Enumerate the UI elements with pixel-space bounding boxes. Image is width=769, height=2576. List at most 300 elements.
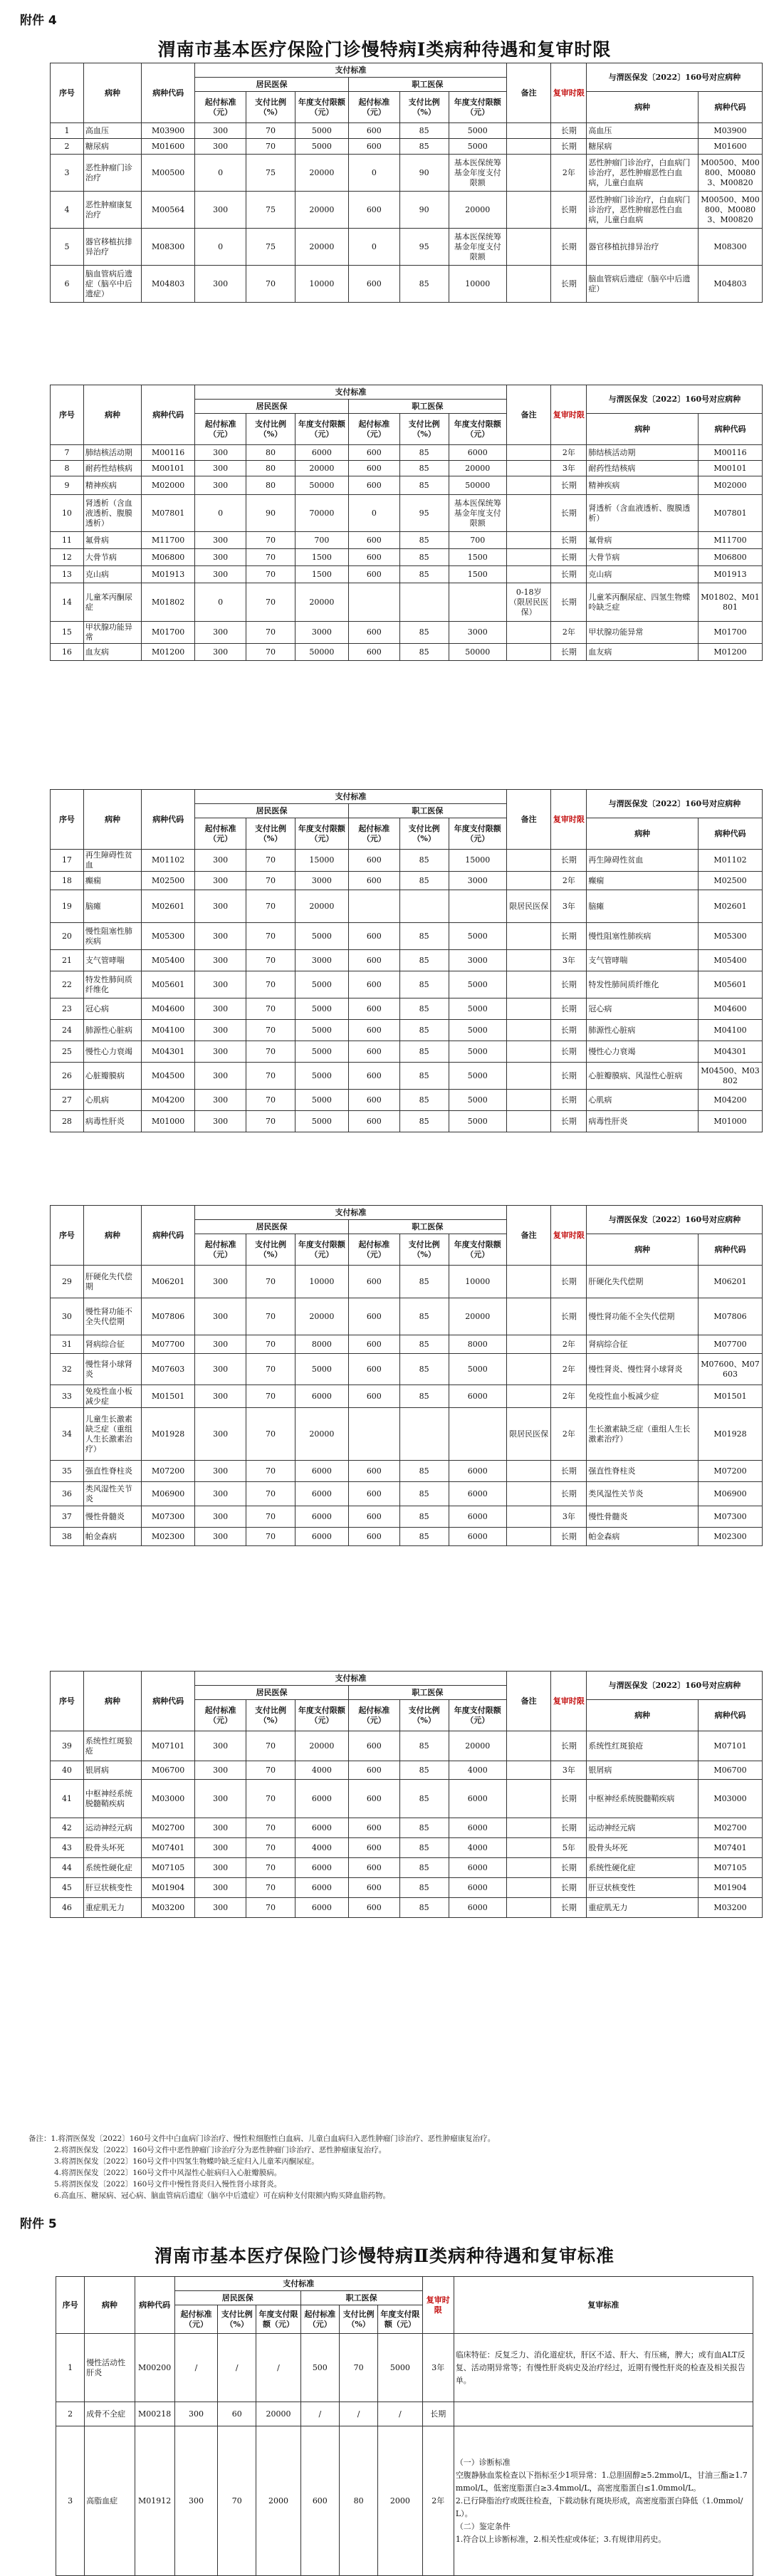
review-period: 2年	[551, 872, 587, 890]
disease-code: M04500	[142, 1063, 195, 1090]
employee-rate: 85	[399, 1020, 449, 1041]
disease-code: M00116	[142, 445, 195, 461]
employee-cap: 20000	[449, 1298, 506, 1335]
employee-start: 600	[348, 622, 399, 644]
disease-code: M01913	[142, 566, 195, 583]
table-row	[51, 850, 763, 872]
disease-name: 器官移植抗排异治疗	[83, 229, 141, 266]
resident-start: 300	[174, 2402, 217, 2426]
row-seq: 20	[51, 923, 84, 950]
row-seq: 39	[51, 1731, 84, 1761]
disease-code: M01700	[142, 622, 195, 644]
policy-code: M07700	[698, 1335, 763, 1354]
employee-start: 600	[348, 1482, 399, 1506]
row-seq: 22	[51, 971, 84, 998]
resident-start: 300	[195, 1461, 246, 1482]
resident-rate: 70	[246, 1461, 295, 1482]
employee-start: 600	[348, 1731, 399, 1761]
policy-code: M00500、M00800、M00803、M00820	[698, 155, 763, 192]
resident-cap: 50000	[295, 644, 348, 661]
row-note	[506, 1063, 551, 1090]
resident-rate: 70	[246, 850, 295, 872]
table-row	[51, 1385, 763, 1408]
policy-name: 克山病	[587, 566, 698, 583]
employee-rate: 85	[399, 566, 449, 583]
attachment-label-5: 附件 5	[20, 2217, 57, 2231]
employee-cap: 5000	[449, 971, 506, 998]
resident-cap: 4000	[295, 1838, 348, 1858]
policy-name: 氟骨病	[587, 532, 698, 549]
header-rate: 支付比例（%）	[399, 1700, 449, 1731]
employee-cap: 10000	[449, 1266, 506, 1298]
row-seq: 3	[56, 2426, 85, 2576]
review-period: 长期	[551, 1482, 587, 1506]
row-seq: 46	[51, 1898, 84, 1918]
table-row	[51, 549, 763, 566]
review-period: 长期	[551, 644, 587, 661]
policy-code: M01904	[698, 1878, 763, 1898]
header-rate: 支付比例（%）	[399, 414, 449, 445]
table-row	[51, 872, 763, 890]
policy-name: 慢性阻塞性肺疾病	[587, 923, 698, 950]
employee-cap: 6000	[449, 1528, 506, 1546]
policy-name: 系统性硬化症	[587, 1858, 698, 1878]
policy-name: 系统性红斑狼疮	[587, 1731, 698, 1761]
note-line: 3.将渭医保发〔2022〕160号文件中四氢生物蝶呤缺乏症归入儿童苯丙酮尿症。	[54, 2157, 319, 2166]
header-employee: 职工医保	[348, 804, 506, 818]
resident-start: 0	[195, 229, 246, 266]
disease-code: M11700	[142, 532, 195, 549]
review-period: 2年	[551, 1385, 587, 1408]
employee-start: 600	[348, 1878, 399, 1898]
table-row	[51, 971, 763, 998]
policy-name: 肝硬化失代偿期	[587, 1266, 698, 1298]
row-seq: 17	[51, 850, 84, 872]
review-period: 长期	[551, 850, 587, 872]
row-seq: 43	[51, 1838, 84, 1858]
header-seq: 序号	[56, 2277, 85, 2334]
employee-start: 600	[300, 2426, 339, 2576]
disease-name: 儿童生长激素缺乏症（重组人生长激素治疗）	[83, 1408, 141, 1461]
disease-name: 再生障碍性贫血	[83, 850, 141, 872]
review-period: 3年	[551, 950, 587, 971]
employee-rate: 85	[399, 1898, 449, 1918]
resident-cap: 20000	[295, 890, 348, 923]
header-rate: 支付比例（%）	[339, 2305, 377, 2334]
disease-name: 肾病综合征	[83, 1335, 141, 1354]
employee-rate: 85	[399, 476, 449, 495]
resident-start: 0	[195, 583, 246, 622]
employee-cap: 50000	[449, 476, 506, 495]
policy-name: 血友病	[587, 644, 698, 661]
disease-name: 脑血管病后遗症（脑卒中后遗症）	[83, 266, 141, 303]
disease-code: M02700	[142, 1818, 195, 1838]
policy-name: 肾透析（含血液透析、腹膜透析）	[587, 495, 698, 532]
row-seq: 8	[51, 461, 84, 476]
resident-rate: 70	[246, 532, 295, 549]
policy-name: 病毒性肝炎	[587, 1111, 698, 1132]
employee-cap: 5000	[449, 139, 506, 155]
employee-start: 600	[348, 1020, 399, 1041]
resident-rate: 70	[218, 2426, 256, 2576]
resident-rate: 70	[246, 1780, 295, 1818]
policy-code: M06800	[698, 549, 763, 566]
resident-cap: 20000	[295, 1298, 348, 1335]
row-seq: 13	[51, 566, 84, 583]
policy-name: 冠心病	[587, 998, 698, 1020]
header-rate: 支付比例（%）	[246, 1234, 295, 1266]
employee-rate: 85	[399, 532, 449, 549]
resident-start: 300	[195, 532, 246, 549]
resident-start: 300	[195, 1878, 246, 1898]
employee-rate: 85	[399, 139, 449, 155]
employee-rate: 85	[399, 971, 449, 998]
resident-cap: 20000	[295, 1408, 348, 1461]
employee-start: 600	[348, 1335, 399, 1354]
resident-start: 300	[195, 950, 246, 971]
policy-name: 特发性肺间质纤维化	[587, 971, 698, 998]
employee-cap	[449, 1408, 506, 1461]
review-period: 长期	[551, 1898, 587, 1918]
employee-cap: 6000	[449, 1858, 506, 1878]
disease-name: 成骨不全症	[85, 2402, 135, 2426]
header-policy-code: 病种代码	[698, 414, 763, 445]
policy-code: M06201	[698, 1266, 763, 1298]
review-period: 2年	[422, 2426, 454, 2576]
note-line: 备注：1.将渭医保发〔2022〕160号文件中白血病门诊治疗、慢性粒细胞性白血病、儿童白血病归入恶性肿瘤门诊治疗、恶性肿瘤康复治疗。	[28, 2134, 496, 2143]
resident-rate: 70	[246, 950, 295, 971]
table-row	[56, 2426, 753, 2576]
disease-name: 恶性肿瘤康复治疗	[83, 192, 141, 229]
policy-name: 肝豆状核变性	[587, 1878, 698, 1898]
table-row	[51, 1298, 763, 1335]
resident-rate: 70	[246, 1898, 295, 1918]
review-period: 长期	[551, 549, 587, 566]
row-note	[506, 566, 551, 583]
employee-rate: 85	[399, 1111, 449, 1132]
row-note	[506, 1838, 551, 1858]
disease-code: M07801	[142, 495, 195, 532]
employee-start	[348, 583, 399, 622]
header-std: 支付标准	[195, 1206, 507, 1220]
row-note	[506, 1878, 551, 1898]
resident-cap: 20000	[295, 461, 348, 476]
disease-name: 类风湿性关节炎	[83, 1482, 141, 1506]
disease-code: M00564	[142, 192, 195, 229]
employee-rate: 85	[399, 1528, 449, 1546]
policy-code: M11700	[698, 532, 763, 549]
policy-name: 股骨头坏死	[587, 1838, 698, 1858]
resident-cap: 6000	[295, 445, 348, 461]
review-period: 长期	[551, 192, 587, 229]
attachment-label: 附件 4	[20, 14, 57, 28]
disease-code: M02000	[142, 476, 195, 495]
row-seq: 16	[51, 644, 84, 661]
policy-name: 恶性肿瘤门诊治疗，白血病门诊治疗，恶性肿瘤恶性白血病，儿童白血病	[587, 155, 698, 192]
table-row	[51, 1780, 763, 1818]
disease-name: 肝豆状核变性	[83, 1878, 141, 1898]
row-seq: 14	[51, 583, 84, 622]
policy-name: 慢性心力衰竭	[587, 1041, 698, 1063]
header-start: 起付标准（元）	[348, 818, 399, 850]
table-row	[51, 1335, 763, 1354]
resident-cap: 6000	[295, 1780, 348, 1818]
employee-start: 600	[348, 1063, 399, 1090]
disease-code: M07105	[142, 1858, 195, 1878]
employee-rate: 85	[399, 1780, 449, 1818]
employee-rate: 85	[399, 1063, 449, 1090]
row-note	[506, 495, 551, 532]
review-period: 长期	[551, 998, 587, 1020]
disease-name: 心肌病	[83, 1090, 141, 1111]
resident-rate: 70	[246, 1298, 295, 1335]
note-line: 5.将渭医保发〔2022〕160号文件中慢性肾炎归入慢性肾小球肾炎。	[54, 2180, 282, 2189]
header-cap: 年度支付限额（元）	[295, 1234, 348, 1266]
disease-code: M08300	[142, 229, 195, 266]
disease-code: M07401	[142, 1838, 195, 1858]
row-seq: 10	[51, 495, 84, 532]
row-note	[506, 532, 551, 549]
disease-name: 强直性脊柱炎	[83, 1461, 141, 1482]
review-period: 长期	[551, 139, 587, 155]
resident-start: 300	[195, 1858, 246, 1878]
note-line: 6.高血压、糖尿病、冠心病、脑血管病后遗症（脑卒中后遗症）可在病种支付限额内购买降血脂药物。	[54, 2191, 391, 2200]
row-seq: 12	[51, 549, 84, 566]
disease-name: 耐药性结核病	[83, 461, 141, 476]
employee-start: 600	[348, 1385, 399, 1408]
resident-cap: 1500	[295, 549, 348, 566]
table-row	[51, 1111, 763, 1132]
row-seq: 35	[51, 1461, 84, 1482]
header-start: 起付标准（元）	[195, 414, 246, 445]
row-note	[506, 1528, 551, 1546]
resident-start: 300	[195, 1020, 246, 1041]
policy-code: M01102	[698, 850, 763, 872]
employee-cap: 5000	[449, 923, 506, 950]
disease-name: 心脏瓣膜病	[83, 1063, 141, 1090]
policy-name: 心肌病	[587, 1090, 698, 1111]
employee-rate: 70	[339, 2334, 377, 2402]
table-row	[51, 1020, 763, 1041]
resident-start: 300	[195, 1090, 246, 1111]
resident-cap: 5000	[295, 1090, 348, 1111]
policy-name: 免疫性血小板减少症	[587, 1385, 698, 1408]
resident-cap: 20000	[295, 155, 348, 192]
policy-name: 肺源性心脏病	[587, 1020, 698, 1041]
header-cap: 年度支付限额（元）	[295, 92, 348, 123]
resident-start: 300	[195, 1111, 246, 1132]
disease-code: M07200	[142, 1461, 195, 1482]
header-seq: 序号	[51, 385, 84, 445]
employee-cap: 1500	[449, 549, 506, 566]
resident-cap: 20000	[295, 192, 348, 229]
table-row	[51, 1818, 763, 1838]
table-row	[51, 890, 763, 923]
disease-code: M07300	[142, 1506, 195, 1528]
review-period: 长期	[551, 1266, 587, 1298]
resident-rate: 70	[246, 1878, 295, 1898]
review-criteria: 临床特征：反复乏力、消化道症状，肝区不适、肝大、有压痛，脾大；或有血ALT反复、活动期异常等；有慢性肝炎病史及治疗经过，近期有慢性肝炎的检查及相关报告单。	[454, 2334, 753, 2402]
review-period: 长期	[551, 1461, 587, 1482]
disease-name: 帕金森病	[83, 1528, 141, 1546]
resident-cap: 70000	[295, 495, 348, 532]
review-period: 2年	[551, 1408, 587, 1461]
row-note	[506, 123, 551, 139]
disease-name: 慢性肾功能不全失代偿期	[83, 1298, 141, 1335]
employee-cap: 6000	[449, 1780, 506, 1818]
resident-start: 300	[195, 850, 246, 872]
header-name: 病种	[83, 1206, 141, 1266]
resident-start: 0	[195, 155, 246, 192]
table-row	[51, 1528, 763, 1546]
row-seq: 5	[51, 229, 84, 266]
disease-code: M06800	[142, 549, 195, 566]
header-rate: 支付比例（%）	[399, 92, 449, 123]
resident-start: 300	[174, 2426, 217, 2576]
disease-code: M04200	[142, 1090, 195, 1111]
review-period: 长期	[551, 1090, 587, 1111]
policy-code: M06900	[698, 1482, 763, 1506]
policy-name: 运动神经元病	[587, 1818, 698, 1838]
employee-rate	[399, 1408, 449, 1461]
review-period: 长期	[551, 971, 587, 998]
policy-code: M00116	[698, 445, 763, 461]
row-seq: 19	[51, 890, 84, 923]
header-std: 支付标准	[195, 385, 507, 400]
header-policy-name: 病种	[587, 1234, 698, 1266]
resident-rate: /	[218, 2334, 256, 2402]
employee-start: 600	[348, 1838, 399, 1858]
resident-rate: 70	[246, 1266, 295, 1298]
disease-code: M07101	[142, 1731, 195, 1761]
review-period: 长期	[551, 1528, 587, 1546]
header-std: 支付标准	[195, 790, 507, 804]
resident-rate: 80	[246, 461, 295, 476]
header-code: 病种代码	[142, 63, 195, 123]
row-seq: 1	[51, 123, 84, 139]
employee-start	[348, 890, 399, 923]
employee-rate: 85	[399, 123, 449, 139]
disease-name: 甲状腺功能异常	[83, 622, 141, 644]
employee-cap: 15000	[449, 850, 506, 872]
header-cap: 年度支付限额（元）	[256, 2305, 300, 2334]
resident-cap: 6000	[295, 1461, 348, 1482]
employee-start: 600	[348, 461, 399, 476]
policy-code: M00101	[698, 461, 763, 476]
header-review: 复审时限	[551, 790, 587, 850]
resident-cap: 6000	[295, 1482, 348, 1506]
disease-code: M04803	[142, 266, 195, 303]
employee-start: 0	[348, 229, 399, 266]
header-employee: 职工医保	[348, 400, 506, 414]
disease-name: 银屑病	[83, 1761, 141, 1780]
resident-rate: 70	[246, 998, 295, 1020]
policy-code: M05300	[698, 923, 763, 950]
employee-start: 600	[348, 549, 399, 566]
header-seq: 序号	[51, 1206, 84, 1266]
employee-cap: 6000	[449, 1898, 506, 1918]
row-seq: 30	[51, 1298, 84, 1335]
disease-code: M00200	[135, 2334, 174, 2402]
disease-name: 肝硬化失代偿期	[83, 1266, 141, 1298]
disease-code: M05300	[142, 923, 195, 950]
disease-name: 股骨头坏死	[83, 1838, 141, 1858]
disease-code: M05601	[142, 971, 195, 998]
review-period: 长期	[551, 923, 587, 950]
employee-cap: 3000	[449, 622, 506, 644]
table-row	[51, 266, 763, 303]
header-policy-name: 病种	[587, 92, 698, 123]
resident-rate: 70	[246, 1838, 295, 1858]
row-seq: 1	[56, 2334, 85, 2402]
policy-code: M02300	[698, 1528, 763, 1546]
row-seq: 2	[56, 2402, 85, 2426]
employee-cap: 6000	[449, 1506, 506, 1528]
page-title-5: 渭南市基本医疗保险门诊慢特病Ⅱ类病种待遇和复审标准	[154, 2246, 615, 2266]
header-policy-name: 病种	[587, 818, 698, 850]
row-seq: 3	[51, 155, 84, 192]
resident-start: 300	[195, 1731, 246, 1761]
resident-start: 300	[195, 1041, 246, 1063]
policy-name: 再生障碍性贫血	[587, 850, 698, 872]
header-code: 病种代码	[135, 2277, 174, 2334]
resident-rate: 70	[246, 1063, 295, 1090]
disease-name: 系统性硬化症	[83, 1858, 141, 1878]
policy-code: M08300	[698, 229, 763, 266]
review-period: 2年	[551, 1335, 587, 1354]
employee-cap: 20000	[449, 192, 506, 229]
header-employee: 职工医保	[300, 2291, 422, 2305]
resident-start: 300	[195, 445, 246, 461]
table-row	[51, 1506, 763, 1528]
policy-code: M01928	[698, 1408, 763, 1461]
resident-cap: 6000	[295, 1878, 348, 1898]
review-period: 长期	[551, 1780, 587, 1818]
header-rate: 支付比例（%）	[246, 92, 295, 123]
row-seq: 6	[51, 266, 84, 303]
header-review: 复审时限	[551, 1206, 587, 1266]
row-seq: 28	[51, 1111, 84, 1132]
row-seq: 21	[51, 950, 84, 971]
header-note: 备注	[506, 63, 551, 123]
resident-cap: 6000	[295, 1506, 348, 1528]
resident-cap: 4000	[295, 1761, 348, 1780]
table-row	[51, 1482, 763, 1506]
header-rate: 支付比例（%）	[246, 414, 295, 445]
row-seq: 32	[51, 1354, 84, 1385]
row-seq: 33	[51, 1385, 84, 1408]
row-seq: 25	[51, 1041, 84, 1063]
resident-rate: 70	[246, 1020, 295, 1041]
employee-cap: 4000	[449, 1761, 506, 1780]
employee-cap: 基本医保统筹基金年度支付限额	[449, 495, 506, 532]
resident-start: 300	[195, 1838, 246, 1858]
resident-start: 300	[195, 1298, 246, 1335]
employee-cap: 8000	[449, 1335, 506, 1354]
policy-code: M07300	[698, 1506, 763, 1528]
employee-cap: 3000	[449, 950, 506, 971]
policy-code: M02500	[698, 872, 763, 890]
row-note	[506, 644, 551, 661]
employee-cap: 基本医保统筹基金年度支付限额	[449, 155, 506, 192]
employee-start: 0	[348, 155, 399, 192]
header-resident: 居民医保	[195, 1220, 349, 1234]
header-employee: 职工医保	[348, 78, 506, 92]
policy-code: M07801	[698, 495, 763, 532]
employee-cap: 5000	[449, 998, 506, 1020]
disease-name: 高脂血症	[85, 2426, 135, 2576]
employee-rate: 85	[399, 1878, 449, 1898]
